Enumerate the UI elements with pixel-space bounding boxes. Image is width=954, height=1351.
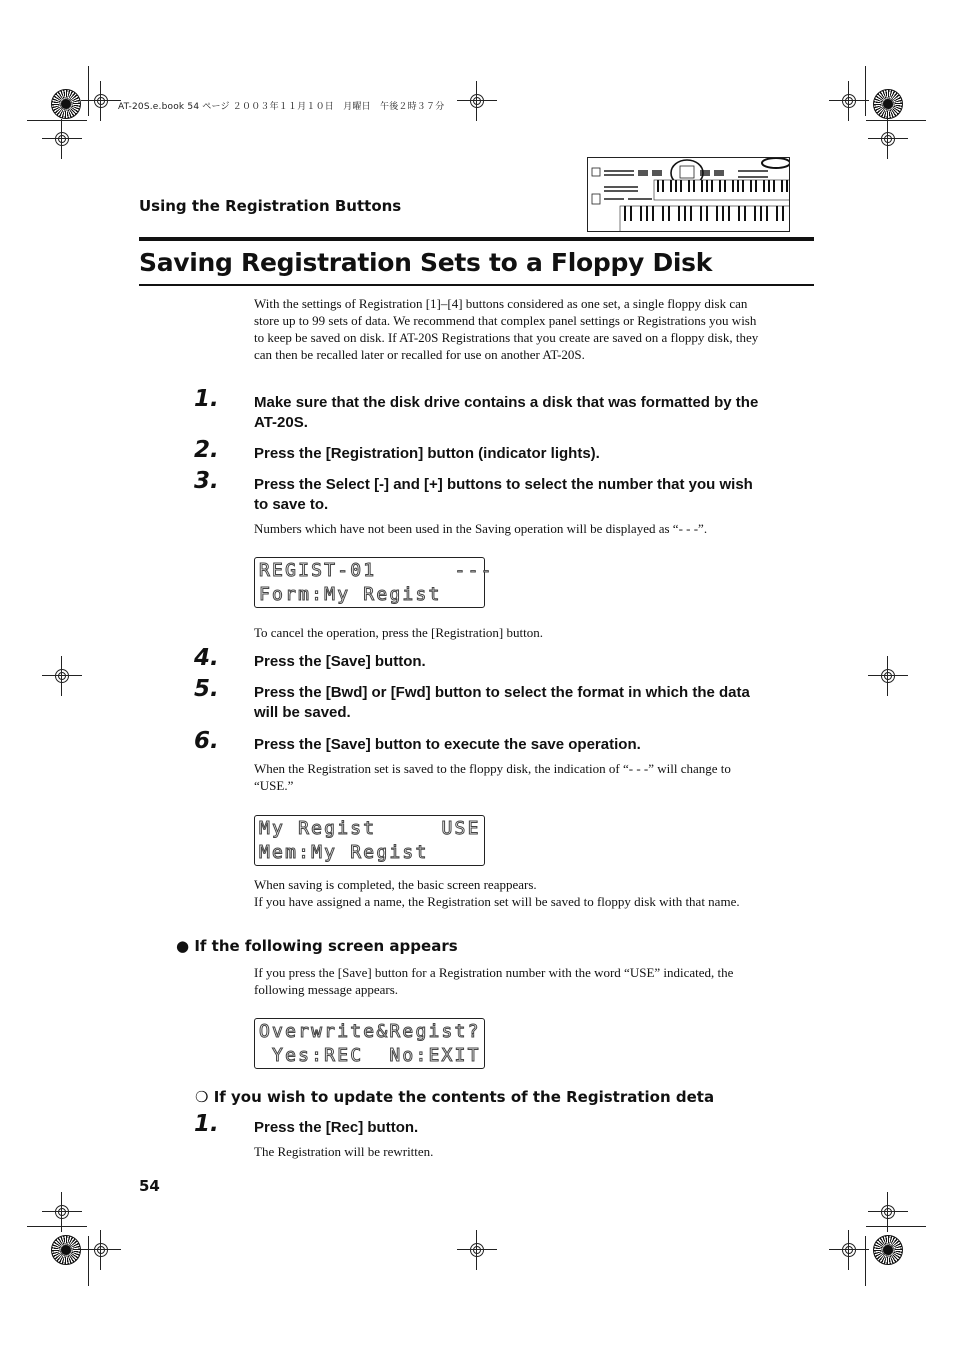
registration-rosette-top-left (51, 89, 81, 119)
crosshair-mark (457, 81, 497, 121)
title-rule (139, 284, 814, 286)
lcd-display (254, 1018, 485, 1069)
trim-line (27, 1226, 87, 1227)
note-paragraph: If you have assigned a name, the Registration set will be saved to floppy disk with that name. (254, 894, 740, 909)
crosshair-mark (829, 1230, 869, 1270)
lcd-line: My Regist USE (259, 818, 481, 839)
crosshair-mark (457, 1230, 497, 1270)
crosshair-mark (868, 656, 908, 696)
step-number: 4. (194, 645, 219, 671)
registration-rosette-bottom-right (873, 1235, 903, 1265)
trim-line (88, 1236, 89, 1286)
step-number: 5. (194, 676, 219, 702)
trim-line (865, 1236, 866, 1286)
crosshair-mark (81, 81, 121, 121)
subheading-screen-appears (176, 937, 458, 955)
lcd-line: Overwrite&Regist? (259, 1021, 481, 1042)
organ-panel-drawing (588, 158, 790, 232)
open-bullet-icon: ❍ (195, 1088, 209, 1106)
subheading-update (195, 1088, 714, 1106)
crosshair-mark (868, 119, 908, 159)
trim-line (27, 120, 87, 121)
step-text: Press the Select [-] and [+] buttons to select the number that you wish to save to. (254, 476, 753, 513)
step-text: Press the [Registration] button (indicator lights). (254, 445, 600, 462)
page-number: 54 (139, 1177, 160, 1195)
subheading-text: If the following screen appears (194, 937, 458, 955)
lcd-display (254, 815, 485, 866)
step-number: 6. (194, 728, 219, 754)
trim-line (866, 120, 926, 121)
step-text: Press the [Rec] button. (254, 1119, 419, 1136)
registration-rosette-bottom-left (51, 1235, 81, 1265)
step-number: 1. (194, 1111, 219, 1137)
step-text: Make sure that the disk drive contains a disk that was formatted by the AT-20S. (254, 394, 759, 431)
crosshair-mark (829, 81, 869, 121)
note-paragraph: If you press the [Save] button for a Registration number with the word “USE” indicated, the following message appears. (254, 965, 734, 997)
note-paragraph: When the Registration set is saved to the floppy disk, the indication of “- - -” will change to “USE.” (254, 761, 731, 793)
trim-line (88, 66, 89, 116)
note-paragraph: To cancel the operation, press the [Registration] button. (254, 625, 543, 640)
step-number: 3. (194, 468, 219, 494)
note-paragraph: Numbers which have not been used in the Saving operation will be displayed as “- - -”. (254, 521, 708, 536)
step-text: Press the [Save] button to execute the save operation. (254, 736, 641, 753)
page-title: Saving Registration Sets to a Floppy Disk (139, 248, 713, 277)
lcd-line: Form:My Regist (259, 584, 442, 605)
lcd-display (254, 557, 494, 608)
bullet-icon: ● (176, 937, 190, 955)
note-paragraph: The Registration will be rewritten. (254, 1144, 434, 1159)
step-text: Press the [Bwd] or [Fwd] button to select the format in which the data will be saved. (254, 684, 750, 721)
step-number: 1. (194, 386, 219, 412)
section-label: Using the Registration Buttons (139, 197, 402, 215)
registration-rosette-top-right (873, 89, 903, 119)
trim-line (866, 1226, 926, 1227)
crosshair-mark (81, 1230, 121, 1270)
crosshair-mark (42, 119, 82, 159)
subheading-text: If you wish to update the contents of the Registration deta (213, 1088, 715, 1106)
lcd-line: Mem:My Regist (259, 842, 429, 863)
lcd-line: REGIST-01 --- (259, 560, 494, 581)
step-text: Press the [Save] button. (254, 653, 426, 670)
lcd-line: Yes:REC No:EXIT (259, 1045, 481, 1066)
intro-paragraph: With the settings of Registration [1]–[4] buttons considered as one set, a single floppy disk can store up to 99 sets of data. We recommend that complex panel settings or Registrations you wish to keep be saved on disk. If AT-20S Registrations that you create are saved on a floppy disk, they can then be recalled later or recalled for use on another AT-20S. (254, 296, 759, 362)
trim-line (865, 66, 866, 116)
print-header: AT-20S.e.book 54 ページ ２００３年１１月１０日 月曜日 午後２時３７分 (118, 102, 445, 112)
crosshair-mark (42, 656, 82, 696)
keyboard-panel-illustration (587, 157, 790, 232)
step-number: 2. (194, 437, 219, 463)
header-rule (139, 237, 814, 241)
note-paragraph: When saving is completed, the basic screen reappears. (254, 877, 537, 892)
